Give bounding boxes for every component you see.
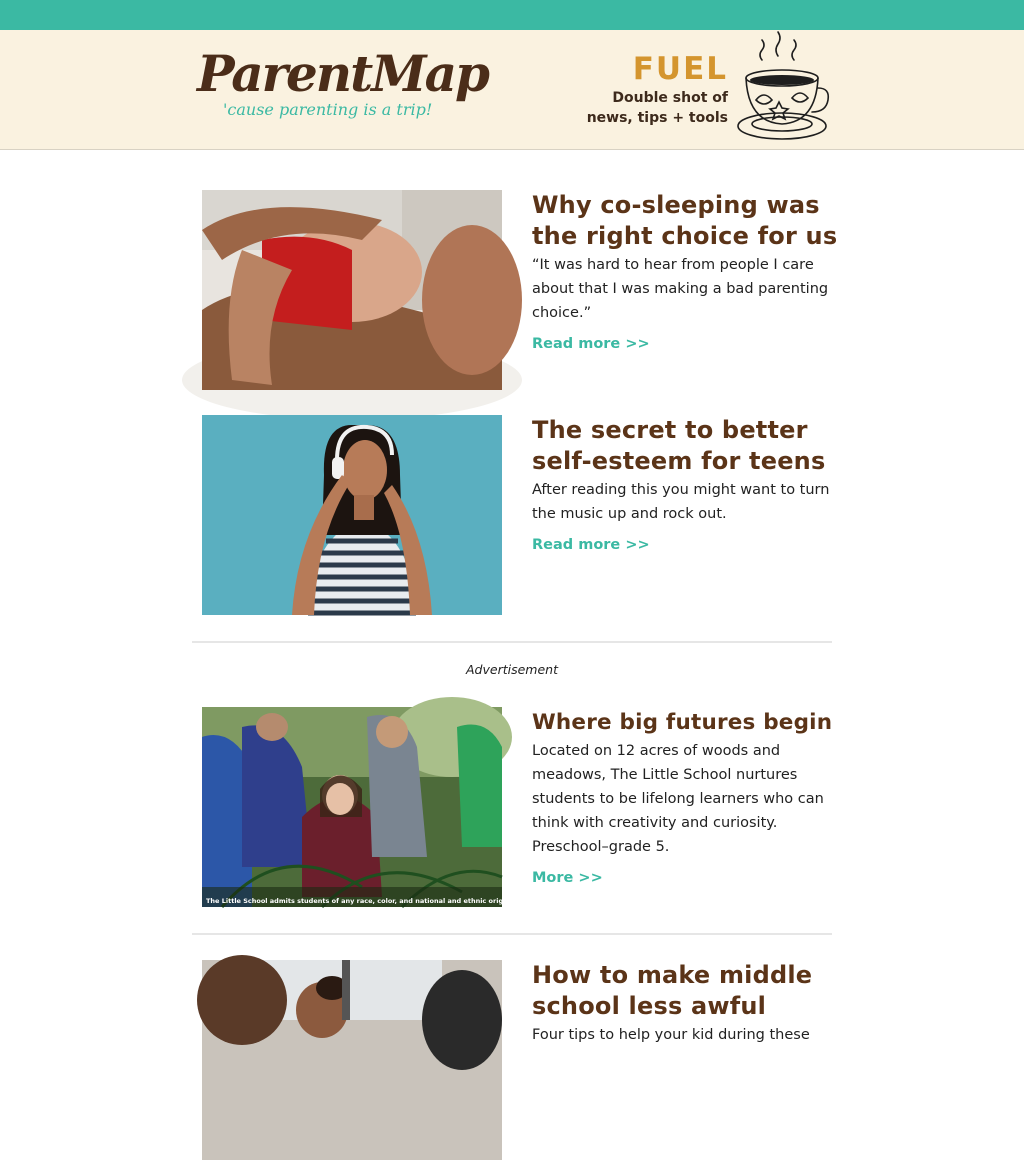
coffee-cup-icon — [734, 34, 830, 142]
ad-text — [532, 707, 842, 886]
article-text — [532, 960, 842, 1047]
article-text — [532, 415, 842, 553]
advertisement-label: Advertisement — [466, 662, 558, 677]
article-teaser: After reading this you might want to turn the music up and rock out. — [532, 482, 830, 522]
logo-wordmark: ParentMap — [197, 44, 488, 103]
ad-headline[interactable]: Where big futures begin — [532, 710, 833, 735]
ad-teaser: Located on 12 acres of woods and meadows, The Little School nurtures students to be lifelong learners who can think with creativity and curiosity. Preschool–grade 5. — [532, 743, 824, 855]
article-image-self-esteem[interactable] — [202, 415, 502, 615]
read-more-link[interactable]: Read more >> — [532, 336, 650, 352]
more-link[interactable]: More >> — [532, 870, 603, 886]
article-card-co-sleeping — [202, 190, 842, 390]
ad-image-little-school[interactable] — [202, 707, 510, 907]
article-card-self-esteem — [202, 415, 842, 615]
article-image-middle-school[interactable] — [202, 960, 502, 1160]
logo-tagline: 'cause parenting is a trip! — [223, 100, 433, 119]
article-headline[interactable]: How to make middle school less awful — [532, 961, 813, 1020]
section-divider — [192, 933, 832, 935]
article-image-co-sleeping[interactable] — [202, 190, 502, 390]
fuel-title: FUEL — [632, 51, 728, 87]
ad-image-caption: The Little School admits students of any race, color, and national and ethnic origin — [206, 897, 510, 905]
ad-card-little-school — [202, 707, 842, 907]
article-teaser: “It was hard to hear from people I care about that I was making a bad parenting choice.” — [532, 257, 829, 321]
fuel-subtitle-line1: Double shot of — [612, 90, 728, 106]
article-teaser: Four tips to help your kid during these — [532, 1027, 810, 1043]
article-headline[interactable]: The secret to better self-esteem for teens — [532, 416, 826, 475]
top-accent-bar — [0, 0, 1024, 30]
fuel-newsletter-title — [587, 50, 728, 128]
article-card-middle-school — [202, 960, 842, 1043]
parentmap-logo[interactable] — [197, 44, 488, 134]
email-header — [0, 30, 1024, 150]
section-divider — [192, 641, 832, 643]
read-more-link[interactable]: Read more >> — [532, 537, 650, 553]
fuel-subtitle-line2: news, tips + tools — [586, 110, 728, 126]
article-text — [532, 190, 842, 352]
article-headline[interactable]: Why co-sleeping was the right choice for us — [532, 191, 838, 250]
